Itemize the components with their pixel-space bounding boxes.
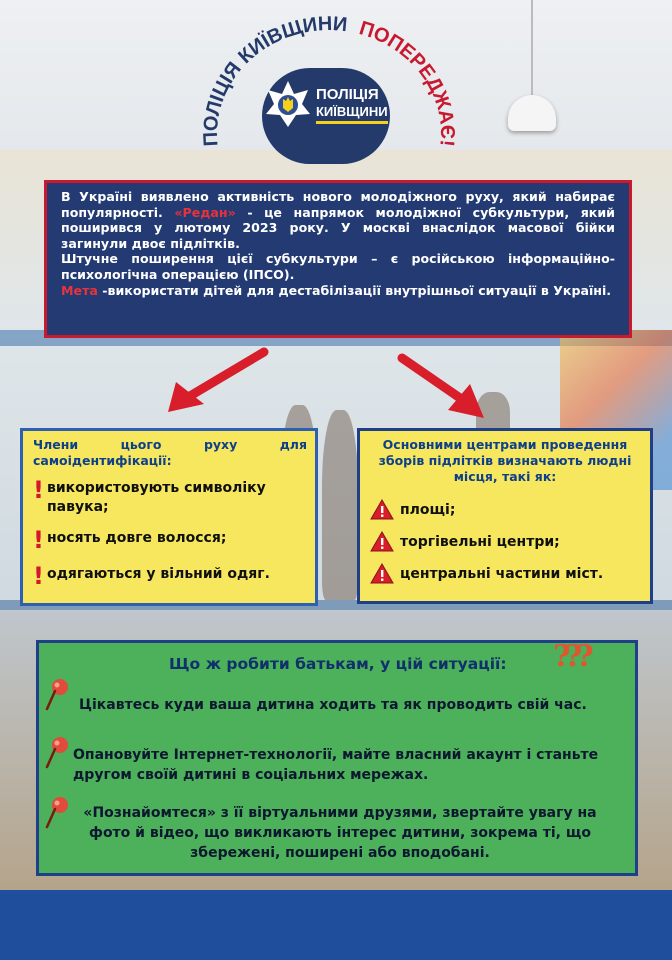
members-heading-word: руху (203, 437, 238, 452)
warning-icon (370, 499, 394, 520)
arrow-right-icon (396, 350, 492, 424)
intro-text: - це напрямок молодіжної субкультури, який поширився у лютому 2023 року. У москві внаслідок масової бійки загинули двоє підлітків. (61, 204, 615, 251)
intro-text: В Україні виявлено активність нового молодіжного руху, який набирає популярності. (61, 189, 615, 220)
members-item-text: використовують символіку павука; (47, 480, 266, 515)
arc-title-police: ПОЛІЦІЯ КИЇВЩИНИ (199, 12, 349, 147)
members-heading-word: цього (120, 437, 162, 452)
members-heading-word: Члени (33, 437, 79, 452)
gathering-places-heading: Основними центрами проведення зборів підлітків визначають людні місця, такі як: (378, 437, 632, 484)
gathering-place-text: площі; (400, 501, 456, 518)
exclamation-icon: ! (33, 476, 44, 504)
members-list-item (33, 526, 307, 554)
arc-title-warns: ПОПЕРЕДЖАЄ! (356, 17, 459, 148)
pushpin-icon (43, 677, 71, 711)
gathering-place-text: торгівельні центри; (400, 533, 560, 550)
advice-item-2: Опановуйте Інтернет-технології, майте власний акаунт і станьте другом своїй дитині в соціальних мережах. (73, 747, 599, 783)
intro-text: -використати дітей для дестабілізації внутрішньої ситуації в Україні. (97, 282, 612, 298)
intro-box (44, 180, 632, 338)
advice-item-3: «Познайомтеся» з її віртуальними друзями, звертайте увагу на фото й відео, що викликають інтерес дитини, зокрема ті, що збережені, поширені або вподобані. (83, 805, 597, 861)
advice-item-1: Цікавтесь куди ваша дитина ходить та як проводить свій час. (79, 697, 587, 713)
background-person (322, 410, 358, 600)
intro-highlight-redan: «Редан» (174, 204, 236, 220)
gathering-place-item (370, 531, 640, 552)
warning-icon (370, 531, 394, 552)
logo-text-police: ПОЛІЦІЯ (316, 86, 379, 103)
lamp-cord (531, 0, 533, 96)
members-heading (33, 437, 307, 453)
members-heading-word: для (279, 437, 307, 452)
members-box (20, 428, 318, 606)
pushpin-icon (43, 735, 71, 769)
exclamation-icon: ! (33, 526, 44, 554)
members-item-text: носять довге волосся; (47, 530, 227, 546)
gathering-places-box (357, 428, 653, 604)
arrow-left-icon (160, 346, 270, 420)
exclamation-icon: ! (33, 562, 44, 590)
intro-paragraph-3 (61, 283, 615, 299)
gathering-place-text: центральні частини міст. (400, 565, 604, 582)
members-list-item (33, 562, 307, 590)
advice-heading: Що ж робити батькам, у цій ситуації: (169, 655, 507, 673)
parents-advice-box (36, 640, 638, 876)
intro-highlight-goal: Мета (61, 282, 98, 298)
members-heading-line2: самоідентифікації: (33, 453, 172, 468)
intro-paragraph-1 (61, 189, 615, 251)
bottom-bar (0, 890, 672, 960)
intro-paragraph-2: Штучне поширення цієї субкультури – є російською інформаційно-психологічна операцією (ІПСО). (61, 251, 615, 282)
police-star-icon (262, 78, 314, 130)
logo-text-region: КИЇВЩИНИ (316, 104, 388, 124)
gathering-place-item (370, 563, 640, 584)
members-list-item (33, 476, 307, 517)
ceiling-lamp (508, 95, 556, 131)
warning-icon (370, 563, 394, 584)
question-marks-icon: ??? (553, 639, 588, 674)
gathering-place-item (370, 499, 640, 520)
members-item-text: одягаються у вільний одяг. (47, 566, 270, 582)
